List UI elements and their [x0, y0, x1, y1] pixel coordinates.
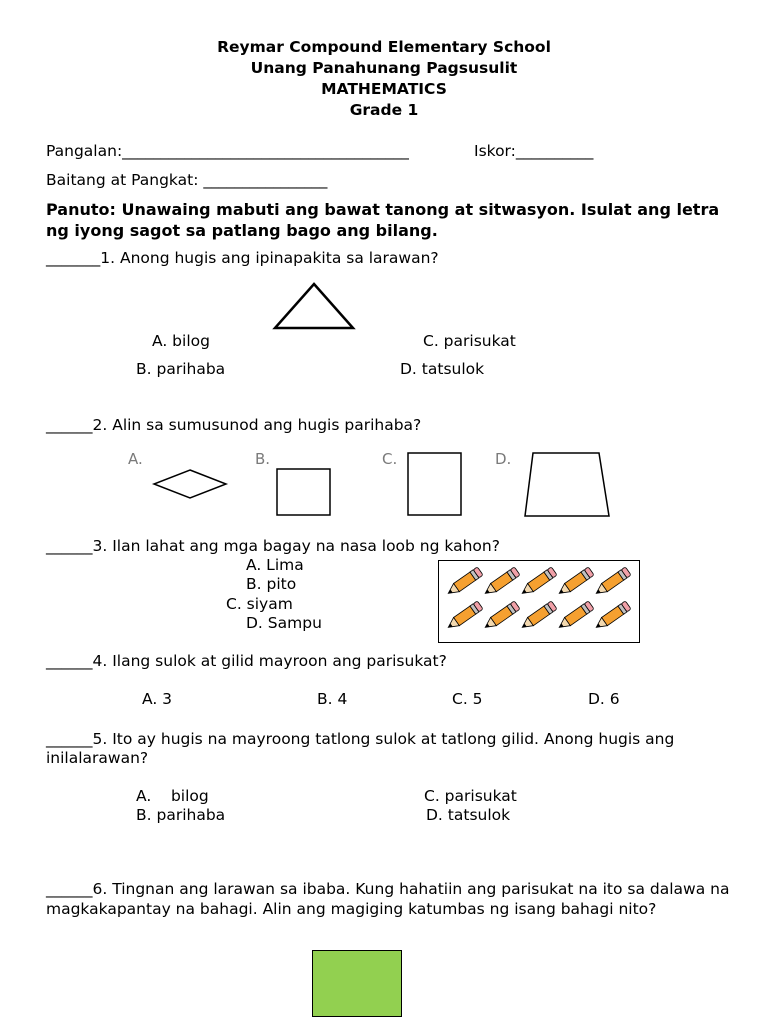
q2-label-b: B. [255, 450, 271, 468]
q2-label-d: D. [495, 450, 512, 468]
q5-choice-c: C. parisukat [424, 787, 517, 805]
q1-choice-a: A. bilog [152, 332, 210, 350]
instructions: Panuto: Unawaing mabuti ang bawat tanong at sitwasyon. Isulat ang letra ng iyong sagot sa patlang bago ang bilang. [46, 200, 720, 240]
grade-title: Grade 1 [349, 101, 419, 119]
question-1-text: _______1. Anong hugis ang ipinapakita sa larawan? [46, 249, 439, 267]
question-6-text: ______6. Tingnan ang larawan sa ibaba. Kung hahatiin ang parisukat na ito sa dalawa na magkakapantay na bahagi. Alin ang magiging katumbas ng isang bahagi nito? [46, 880, 730, 918]
triangle-icon [272, 282, 356, 330]
q1-choice-d: D. tatsulok [400, 360, 485, 378]
q3-choice-c: C. siyam [226, 595, 293, 613]
pencil-icon [519, 601, 557, 632]
q4-choice-a: A. 3 [142, 690, 173, 708]
pencil-icon [482, 567, 520, 598]
q2-label-c: C. [382, 450, 398, 468]
question-3-text: ______3. Ilan lahat ang mga bagay na nasa loob ng kahon? [46, 537, 500, 555]
pencils-group [439, 561, 641, 644]
pencil-icon [445, 601, 483, 632]
pencil-box [438, 560, 640, 643]
q4-choice-b: B. 4 [317, 690, 348, 708]
q1-choice-b: B. parihaba [136, 360, 226, 378]
pencil-icon [445, 567, 483, 598]
pencil-icon [593, 601, 631, 632]
subject-title: MATHEMATICS [321, 80, 447, 98]
question-4-text: ______4. Ilang sulok at gilid mayroon ang parisukat? [46, 652, 447, 670]
pencil-icon [482, 601, 520, 632]
square-icon [276, 468, 332, 516]
pencil-icon [519, 567, 557, 598]
pencil-icon [556, 601, 594, 632]
q5-choice-b: B. parihaba [136, 806, 226, 824]
q1-choice-c: C. parisukat [423, 332, 516, 350]
exam-title: Unang Panahunang Pagsusulit [250, 59, 518, 77]
rhombus-icon [152, 469, 228, 499]
q3-choice-a: A. Lima [246, 556, 304, 574]
score-field: Iskor:__________ [474, 142, 594, 160]
green-square [312, 950, 402, 1017]
school-name: Reymar Compound Elementary School [217, 38, 551, 56]
name-field: Pangalan:_____________________________________ [46, 142, 409, 160]
rectangle-icon [407, 452, 463, 516]
section-field: Baitang at Pangkat: ________________ [46, 171, 328, 189]
q3-choice-b: B. pito [246, 575, 297, 593]
question-2-text: ______2. Alin sa sumusunod ang hugis parihaba? [46, 416, 422, 434]
q4-choice-d: D. 6 [588, 690, 620, 708]
trapezoid-icon [523, 452, 611, 518]
q5-choice-d: D. tatsulok [426, 806, 511, 824]
q5-choice-a: A. bilog [136, 787, 209, 805]
question-5-text: ______5. Ito ay hugis na mayroong tatlong sulok at tatlong gilid. Anong hugis ang inilalarawan? [46, 730, 675, 767]
pencil-icon [556, 567, 594, 598]
q2-label-a: A. [128, 450, 143, 468]
pencil-icon [593, 567, 631, 598]
q4-choice-c: C. 5 [452, 690, 483, 708]
q3-choice-d: D. Sampu [246, 614, 322, 632]
